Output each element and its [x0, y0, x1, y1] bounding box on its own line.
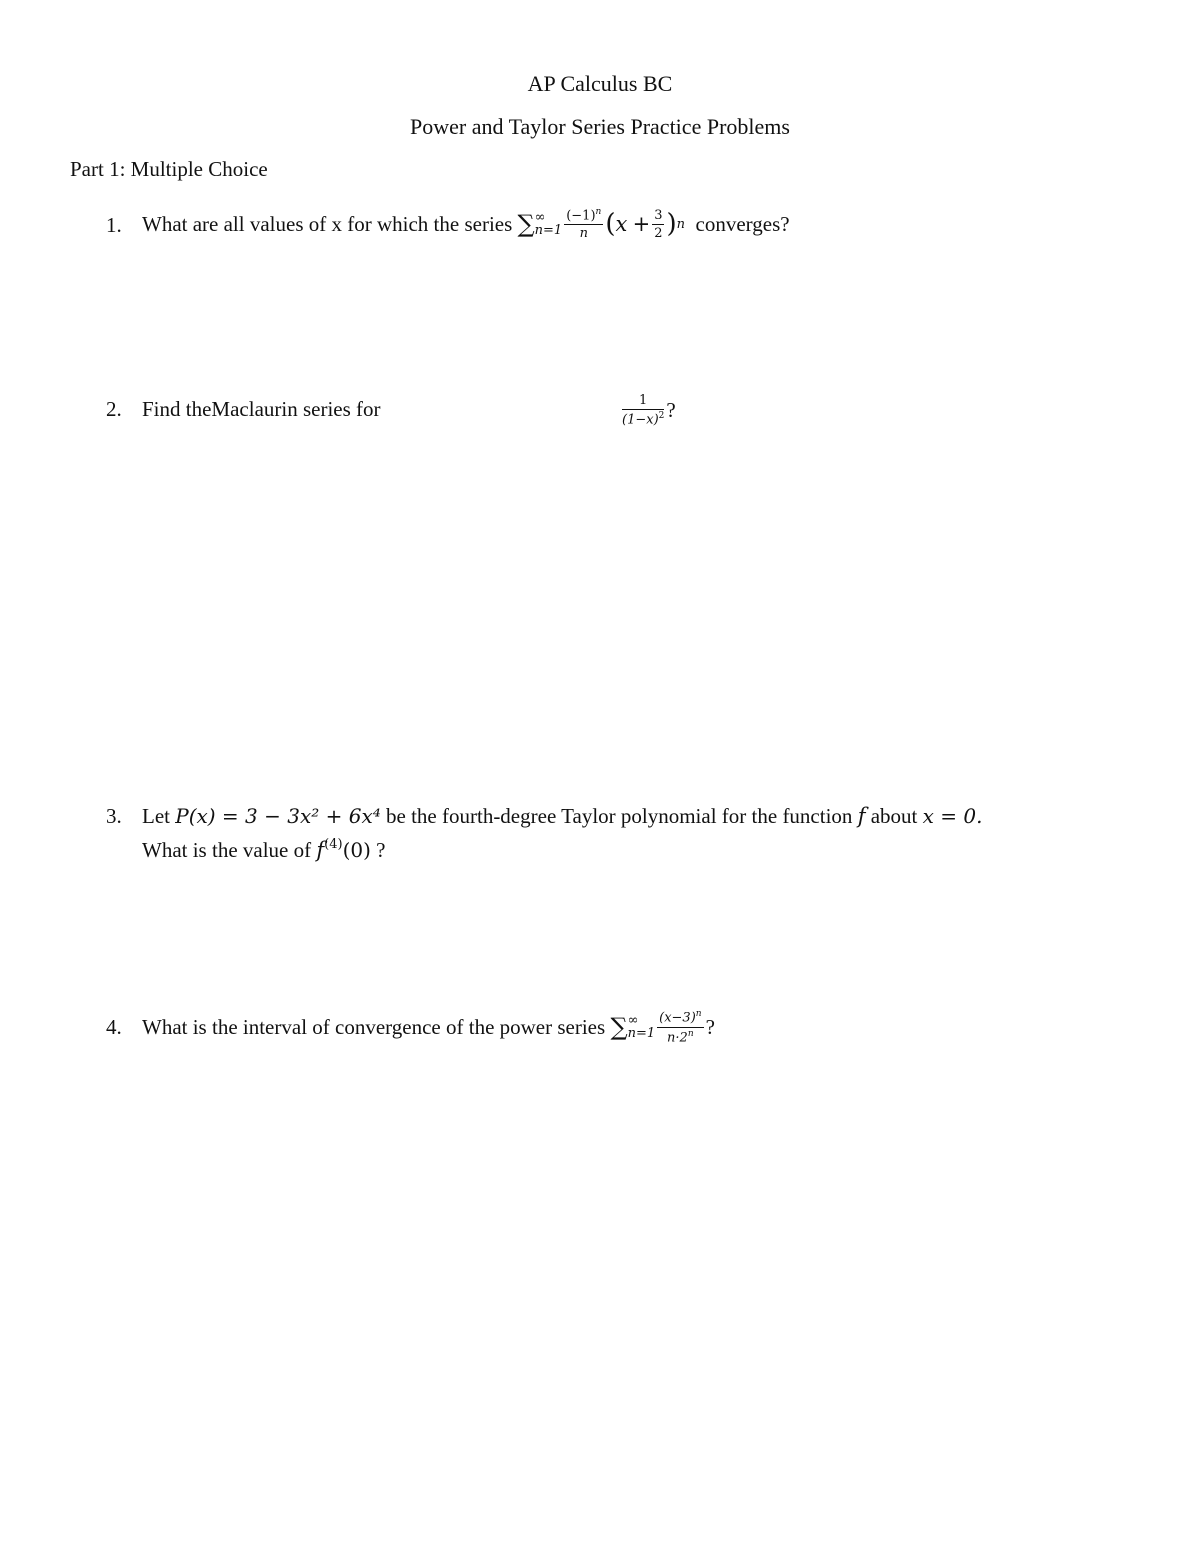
- summation-icon: ∑: [517, 210, 535, 238]
- summation-limits: ∞ n=1: [627, 1013, 656, 1041]
- question-1-text: What are all values of x for which the series: [142, 211, 513, 236]
- summation-icon: ∑: [610, 1013, 628, 1041]
- inner-fraction: $\frac{3}{2}$: [654, 207, 663, 241]
- open-paren: (: [605, 209, 616, 239]
- section-heading: Part 1: Multiple Choice: [70, 157, 268, 181]
- polynomial: P(x) = 3 − 3x² + 6x⁴: [175, 804, 381, 828]
- series-term-fraction: $\frac{(-1)^n}{n}$: [566, 206, 602, 242]
- question-3-line-1: Let P(x) = 3 − 3x² + 6x⁴ be the fourth-degree Taylor polynomial for the function f about x = 0.: [142, 804, 983, 828]
- question-1-tail: converges?: [695, 211, 790, 236]
- maclaurin-fraction: $\frac{1}{(1-x)^2}$: [622, 392, 665, 428]
- question-2-expression: $\frac{1}{(1-x)^2}$ ?: [622, 392, 676, 428]
- question-3-line-2: What is the value of $f^{(4)}(0)$ ?: [142, 837, 386, 862]
- document-title: AP Calculus BC: [527, 71, 673, 96]
- question-1: What are all values of x for which the series ∑ ∞ n=1 $\frac{(-1)^n}{n}$ ( x + $\frac{3}{2}$ ) n converges?: [142, 206, 790, 242]
- question-4-text: What is the interval of convergence of the power series: [142, 1014, 606, 1039]
- question-4-number: 4.: [106, 1015, 122, 1039]
- close-paren: ): [666, 209, 677, 239]
- power-series-fraction: $\frac{(x-3)^n}{n\cdot 2^n}$: [659, 1009, 702, 1045]
- question-4: What is the interval of convergence of the power series ∑ ∞ n=1 $\frac{(x-3)^n}{n\cdot 2^n}$ ?: [142, 1009, 715, 1045]
- question-2-number: 2.: [106, 397, 122, 421]
- question-2-text: Find theMaclaurin series for: [142, 397, 381, 421]
- summation-limits: ∞ n=1: [534, 210, 563, 238]
- document-subtitle: Power and Taylor Series Practice Problems: [410, 114, 790, 139]
- question-1-number: 1.: [106, 213, 122, 237]
- question-3-number: 3.: [106, 804, 122, 828]
